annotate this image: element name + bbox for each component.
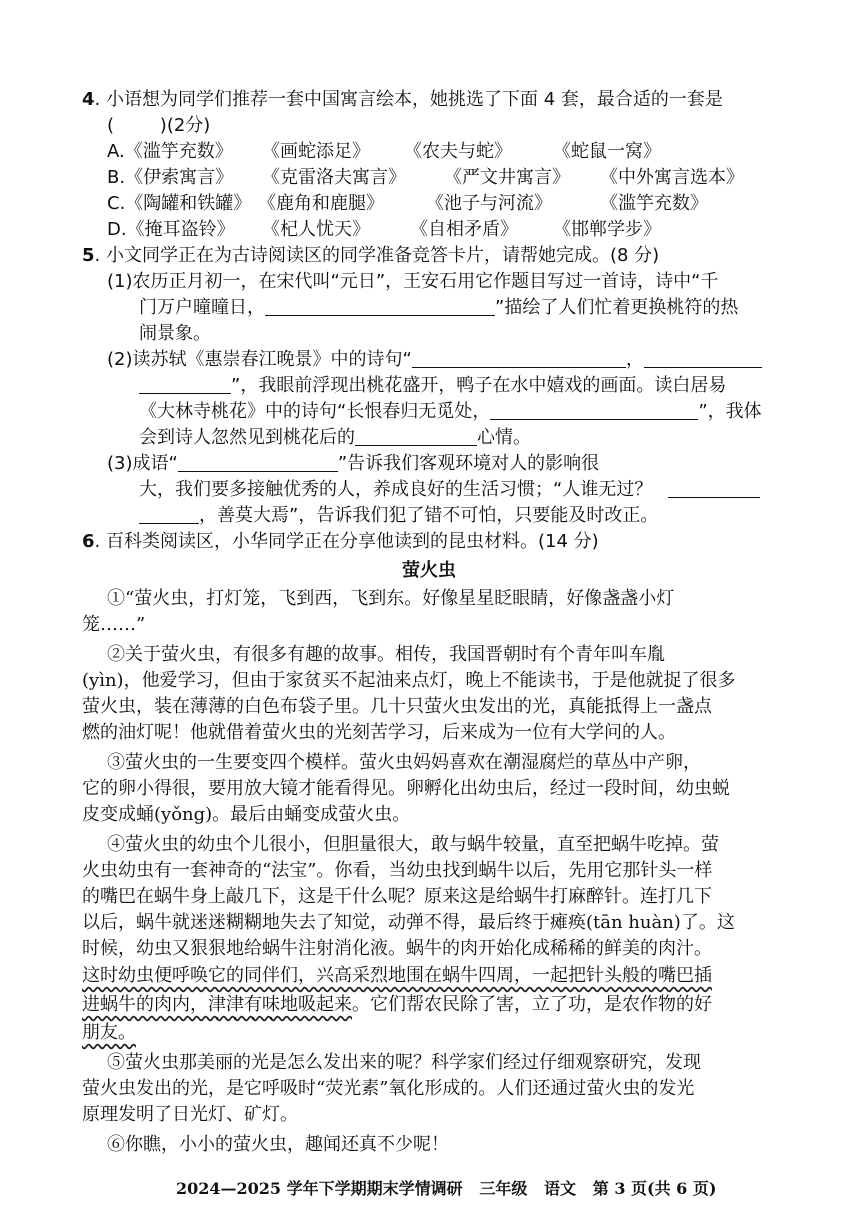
q5-part3-line1 [107,451,599,477]
para5-line3: 原理发明了日光灯、矿灯。 [82,1104,298,1125]
article-title: 萤火虫 [402,560,456,581]
q5-part3-line3 [139,503,658,529]
q5-part2-line2 [139,373,726,399]
q4-option-c-2: 《鹿角和鹿腿》 [258,193,384,214]
q4-number: 4 [82,89,95,110]
wavy-part-a: 进蜗牛的肉内， [82,994,208,1015]
para4-line4: 以后，蜗牛就迷迷糊糊地失去了知觉，动弹不得，最后终于瘫痪(tān huàn)了。这 [82,912,735,933]
q4-option-b-3: 《严文井寓言》 [444,167,570,188]
answer-blank-2[interactable] [412,349,626,368]
page-footer: 2024—2025 学年下学期期末学情调研 三年级 语文 第 3 页(共 6 页) [176,1179,717,1198]
para2-line1: ②关于萤火虫，有很多有趣的故事。相传，我国晋朝时有个青年叫车胤 [107,644,665,665]
q5-part2-tail: ”，我体 [698,401,762,422]
q6-intro [82,529,599,555]
q4-text: . 小语想为同学们推荐一套中国寓言绘本，她挑选了下面 4 套，最合适的一套是 [94,89,723,110]
para4-line2: 火虫幼虫有一套神奇的“法宝”。你看，当幼虫找到蜗牛以后，先用它那针头一样 [82,860,713,881]
q5-number: 5 [82,245,95,266]
q5-intro [82,243,659,269]
q5-part2-text: ”，我眼前浮现出桃花盛开，鸭子在水中嬉戏的画面。读白居易 [231,375,727,396]
q5-part2-feeling-tail: 心情。 [477,427,531,448]
q5-part2-line4 [139,425,531,451]
para4-line7 [82,992,712,1025]
para4-line1: ④萤火虫的幼虫个儿很小，但胆量很大，敢与蜗牛较量，直至把蜗牛吃掉。萤 [107,834,719,855]
q5-part1-tail: ”描绘了人们忙着更换桃符的热 [495,297,739,318]
wavy-underlined-sentence-2 [82,994,352,1015]
answer-blank-6[interactable] [178,453,338,472]
q4-option-d-2: 《杞人忧天》 [262,219,370,240]
answer-blank-4[interactable] [490,401,698,420]
q4-option-c-4: 《滥竽充数》 [600,193,708,214]
q5-part3-tail: ，善莫大焉”，告诉我们犯了错不可怕，只要能及时改正。 [199,505,659,526]
wavy-part-last: 朋友。 [82,1022,136,1043]
q5-part2-line3 [139,399,762,425]
q4-option-c-3: 《池子与河流》 [426,193,552,214]
para4-line6 [82,963,712,989]
wavy-underlined-sentence-1: 这时幼虫便呼唤它的同伴们，兴高采烈地围在蜗牛四周，一起把针头般的嘴巴插 [82,965,712,986]
para2-line2: (yìn)，他爱学习，但由于家贫买不起油来点灯，晚上不能读书，于是他就捉了很多 [82,670,736,691]
q5-part1-line2 [139,295,738,321]
q4-line1 [82,87,723,113]
q4-option-a-4: 《蛇鼠一窝》 [553,141,661,162]
q4-option-c-1: C.《陶罐和铁罐》 [107,193,252,214]
q6-number: 6 [82,531,95,552]
para4-line8 [82,1020,136,1046]
q4-option-b-1: B.《伊索寓言》 [107,167,234,188]
answer-blank-3a[interactable] [644,349,762,368]
para1-line2: 笼……” [82,614,146,635]
answer-blank-7b[interactable] [139,505,199,524]
answer-blank-5[interactable] [355,427,477,446]
para1-line1: ①“萤火虫，打灯笼，飞到西，飞到东。好像星星眨眼睛，好像盏盏小灯 [107,588,675,609]
q4-option-a-2: 《画蛇添足》 [262,141,370,162]
q5-part2-comma: ， [625,349,644,370]
q5-part3-text: ”告诉我们客观环境对人的影响很 [337,453,600,474]
para4-line5: 时候，幼虫又狠狠地给蜗牛注射消化液。蜗牛的肉开始化成稀稀的鲜美的肉汁。 [82,938,712,959]
q5-part1-line1: (1)农历正月初一，在宋代叫“元日”，王安石用它作题目写过一首诗，诗中“千 [107,271,719,292]
answer-blank-1[interactable] [265,297,495,316]
para4-line3: 的嘴巴在蜗牛身上敲几下，这是干什么呢？原来这是给蜗牛打麻醉针。连打几下 [82,886,712,907]
q5-part1-line3: 闹景象。 [139,323,211,344]
para2-line3: 萤火虫，装在薄薄的白色布袋子里。几十只萤火虫发出的光，真能抵得上一盏点 [82,696,712,717]
para6-line1: ⑥你瞧，小小的萤火虫，趣闻还真不少呢！ [107,1134,449,1155]
para3-line1: ③萤火虫的一生要变四个模样。萤火虫妈妈喜欢在潮湿腐烂的草丛中产卵， [107,752,701,773]
para4-rest: 。它们帮农民除了害，立了功，是农作物的好 [352,994,712,1015]
para3-line2: 它的卵小得很，要用放大镜才能看得见。卵孵化出幼虫后，经过一段时间，幼虫蜕 [82,778,730,799]
answer-blank-7a[interactable] [668,479,760,498]
q6-intro-text: . 百科类阅读区，小华同学正在分享他读到的昆虫材料。(14 分) [94,531,599,552]
q5-part2-poem: 《大林寺桃花》中的诗句“长恨春归无觅处， [139,401,491,422]
q5-part3-text2: 大，我们要多接触优秀的人，养成良好的生活习惯；“人谁无过？ [139,479,653,500]
q5-part2-feeling-prompt: 会到诗人忽然见到桃花后的 [139,427,355,448]
q5-intro-text: . 小文同学正在为古诗阅读区的同学准备竞答卡片，请帮她完成。(8 分) [94,245,660,266]
q4-option-d-1: D.《掩耳盗铃》 [107,219,235,240]
para5-line2: 萤火虫发出的光，是它呼吸时“荧光素”氧化形成的。人们还通过萤火虫的发光 [82,1078,695,1099]
q5-part2-prompt: (2)读苏轼《惠崇春江晚景》中的诗句“ [107,349,412,370]
para5-line1: ⑤萤火虫那美丽的光是怎么发出来的呢？科学家们经过仔细观察研究，发现 [107,1052,701,1073]
answer-blank-3b[interactable] [139,375,231,394]
q4-option-d-4: 《邯郸学步》 [553,219,661,240]
para2-line4: 燃的油灯呢！他就借着萤火虫的光刻苦学习，后来成为一位有大学问的人。 [82,722,676,743]
q4-option-d-3: 《自相矛盾》 [410,219,518,240]
dotted-phrase: 津津有味 [208,994,280,1015]
q5-part1-prompt: 门万户曈曈日， [139,297,265,318]
q4-option-a-3: 《农夫与蛇》 [404,141,512,162]
q4-option-b-2: 《克雷洛夫寓言》 [262,167,406,188]
q4-option-b-4: 《中外寓言选本》 [600,167,744,188]
q4-option-a-1: A.《滥竽充数》 [107,141,233,162]
para3-line3: 皮变成蛹(yǒng)。最后由蛹变成萤火虫。 [82,804,411,825]
q5-part2-line1 [107,347,762,373]
q5-part3-prompt: (3)成语“ [107,453,178,474]
wavy-part-c: 地吸起来 [280,994,352,1015]
q5-part3-line2 [139,477,760,503]
q4-answer-bracket: ( )(2分) [107,115,211,136]
